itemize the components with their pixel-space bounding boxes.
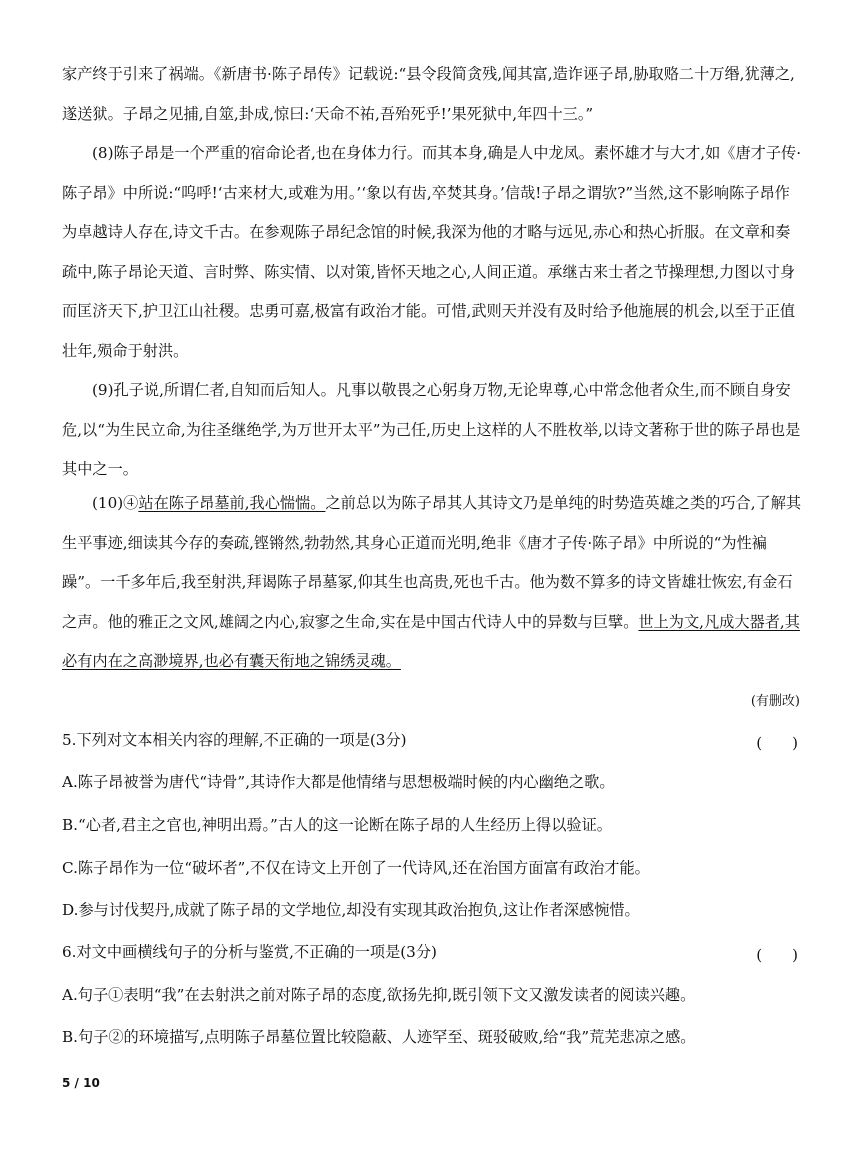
source-note: (有删改): [750, 694, 800, 709]
paragraph-10-body: 之前总以为陈子昂其人其诗文乃是单纯的时势造英雄之类的巧合,了解其生平事迹,细读其今存的奏疏,铿锵然,勃勃然,其身心正道而光明,绝非《唐才子传·陈子昂》中所说的“为性褊躁”。一千多年后,我至射洪,拜谒陈子昂墓冢,仰其生也高贵,死也千古。他为数不算多的诗文皆雄壮恢宏,有金石之声。他的雅正之文风,雄阔之内心,寂寥之生命,实在是中国古代诗人中的异数与巨擘。: [62, 494, 802, 631]
underlined-sentence-final: 世上为文,凡成大器者,其必有内在之高渺境界,也必有囊天衔地之锦绣灵魂。: [62, 612, 800, 670]
question-6-stem: 6.对文中画横线句子的分析与鉴赏,不正确的一项是(3分): [62, 943, 437, 961]
question-5-option-a: A.陈子昂被誉为唐代“诗骨”,其诗作大都是他情绪与思想极端时候的内心幽绝之歌。: [62, 773, 615, 791]
question-5-answer-blank: ( ): [756, 734, 798, 752]
paragraph-9: (9)孔子说,所谓仁者,自知而后知人。凡事以敬畏之心躬身万物,无论卑尊,心中常念他者众生,而不顾自身安危,以“为生民立命,为往圣继绝学,为万世开太平”为己任,历史上这样的人不胜枚举,以诗文著称于世的陈子昂也是其中之一。: [62, 381, 801, 478]
question-6-answer-blank: ( ): [756, 946, 798, 964]
question-5-stem: 5.下列对文本相关内容的理解,不正确的一项是(3分): [62, 731, 407, 749]
question-6-option-b: B.句子②的环境描写,点明陈子昂墓位置比较隐蔽、人迹罕至、斑驳破败,给“我”荒芜悲凉之感。: [62, 1028, 696, 1046]
question-5-option-d: D.参与讨伐契丹,成就了陈子昂的文学地位,却没有实现其政治抱负,这让作者深感惋惜。: [62, 901, 640, 919]
paragraph-8: (8)陈子昂是一个严重的宿命论者,也在身体力行。而其本身,确是人中龙凤。素怀雄才与大才,如《唐才子传·陈子昂》中所说:“呜呼!‘古来材大,或难为用。’‘象以有齿,卒焚其身。’信哉!子昂之谓欤?”当然,这不影响陈子昂作为卓越诗人存在,诗文千古。在参观陈子昂纪念馆的时候,我深为他的才略与远见,赤心和热心折服。在文章和奏疏中,陈子昂论天道、言时弊、陈实情、以对策,皆怀天地之心,人间正道。承继古来士者之节操理想,力图以寸身而匡济天下,护卫江山社稷。忠勇可嘉,极富有政治才能。可惜,武则天并没有及时给予他施展的机会,以至于正值壮年,殒命于射洪。: [62, 144, 802, 360]
underlined-sentence-4: 站在陈子昂墓前,我心惴惴。: [138, 494, 326, 512]
question-5-option-c: C.陈子昂作为一位“破坏者”,不仅在诗文上开创了一代诗风,还在治国方面富有政治才能。: [62, 859, 650, 877]
paragraph-10: [62, 484, 802, 682]
question-5-option-b: B.“心者,君主之官也,神明出焉。”古人的这一论断在陈子昂的人生经历上得以验证。: [62, 816, 612, 834]
page-number: 5 / 10: [62, 1076, 100, 1090]
paragraph-10-number: (10)④: [92, 494, 139, 512]
paragraph-continued: 家产终于引来了祸端。《新唐书·陈子昂传》记载说:“县令段简贪残,闻其富,造诈诬子昂,胁取赂二十万缗,犹薄之,遂送狱。子昂之见捕,自筮,卦成,惊曰:‘天命不祐,吾殆死乎!’果死狱中,年四十三。”: [62, 65, 795, 123]
question-6-option-a: A.句子①表明“我”在去射洪之前对陈子昂的态度,欲扬先抑,既引领下文又激发读者的阅读兴趣。: [62, 986, 696, 1004]
